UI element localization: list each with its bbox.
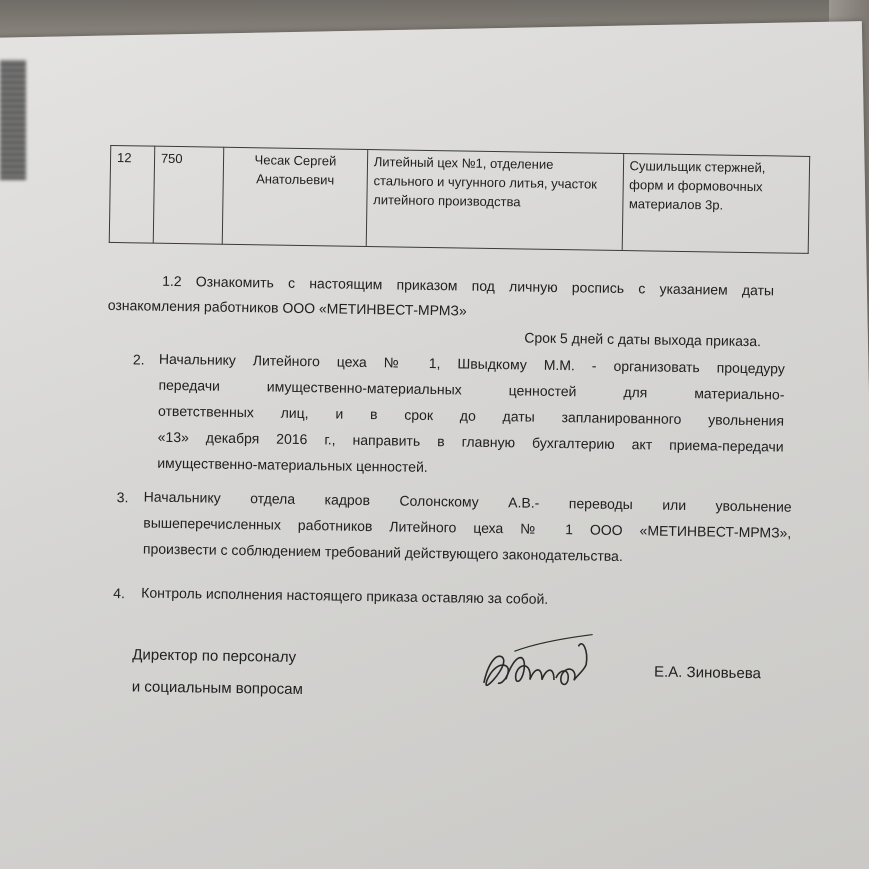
item-4-text: Контроль исполнения настоящего приказа оставляю за собой. xyxy=(141,584,549,607)
item-2-line3: ответственных лиц, и в срок до даты запланированного увольнения xyxy=(157,402,785,429)
item-1-2-line2: ознакомления работников ООО «МЕТИНВЕСТ-МРМЗ» xyxy=(107,296,467,319)
tab-number-cell: 750 xyxy=(153,146,224,244)
item-4-number: 4. xyxy=(113,585,126,602)
item-1-2-deadline: Срок 5 дней с даты выхода приказа. xyxy=(524,329,762,350)
item-1-2-line1: 1.2 Ознакомить с настоящим приказом под личную роспись с указанием даты xyxy=(162,272,775,299)
handwritten-signature xyxy=(474,623,605,705)
item-2-line1: Начальнику Литейного цеха № 1, Швыдкому М.М. - организовать процедуру xyxy=(158,350,785,377)
position-cell: Сушильщик стержней, форм и формовочных материалов 3р. xyxy=(622,154,810,254)
item-2-number: 2. xyxy=(132,351,145,368)
employee-name-cell: Чесак Сергей Анатольевич xyxy=(222,147,367,246)
department-cell: Литейный цех №1, отделение стального и чугунного литья, участок литейного производства xyxy=(366,149,623,250)
row-number-cell: 12 xyxy=(109,145,154,243)
table-row xyxy=(109,145,809,253)
signatory-name: Е.А. Зиновьева xyxy=(653,663,762,683)
item-3-number: 3. xyxy=(116,489,129,506)
employee-table xyxy=(109,145,810,254)
signatory-title-line2: и социальным вопросам xyxy=(131,678,303,699)
item-3-line2: вышеперечисленных работников Литейного цеха № 1 ООО «МЕТИНВЕСТ-МРМЗ», xyxy=(143,514,792,541)
item-2-line4: «13» декабря 2016 г., направить в главную бухгалтерию акт приема-передачи xyxy=(157,428,784,455)
signatory-title-line1: Директор по персоналу xyxy=(132,646,297,666)
item-2-line2: передачи имущественно-материальных ценностей для материально- xyxy=(158,376,785,403)
item-3-line3: произвести с соблюдением требований действующего законодательства. xyxy=(142,540,623,565)
item-3-line1: Начальнику отдела кадров Солонскому А.В.- переводы или увольнение xyxy=(143,488,792,515)
item-2-line5: имущественно-материальных ценностей. xyxy=(157,454,428,475)
